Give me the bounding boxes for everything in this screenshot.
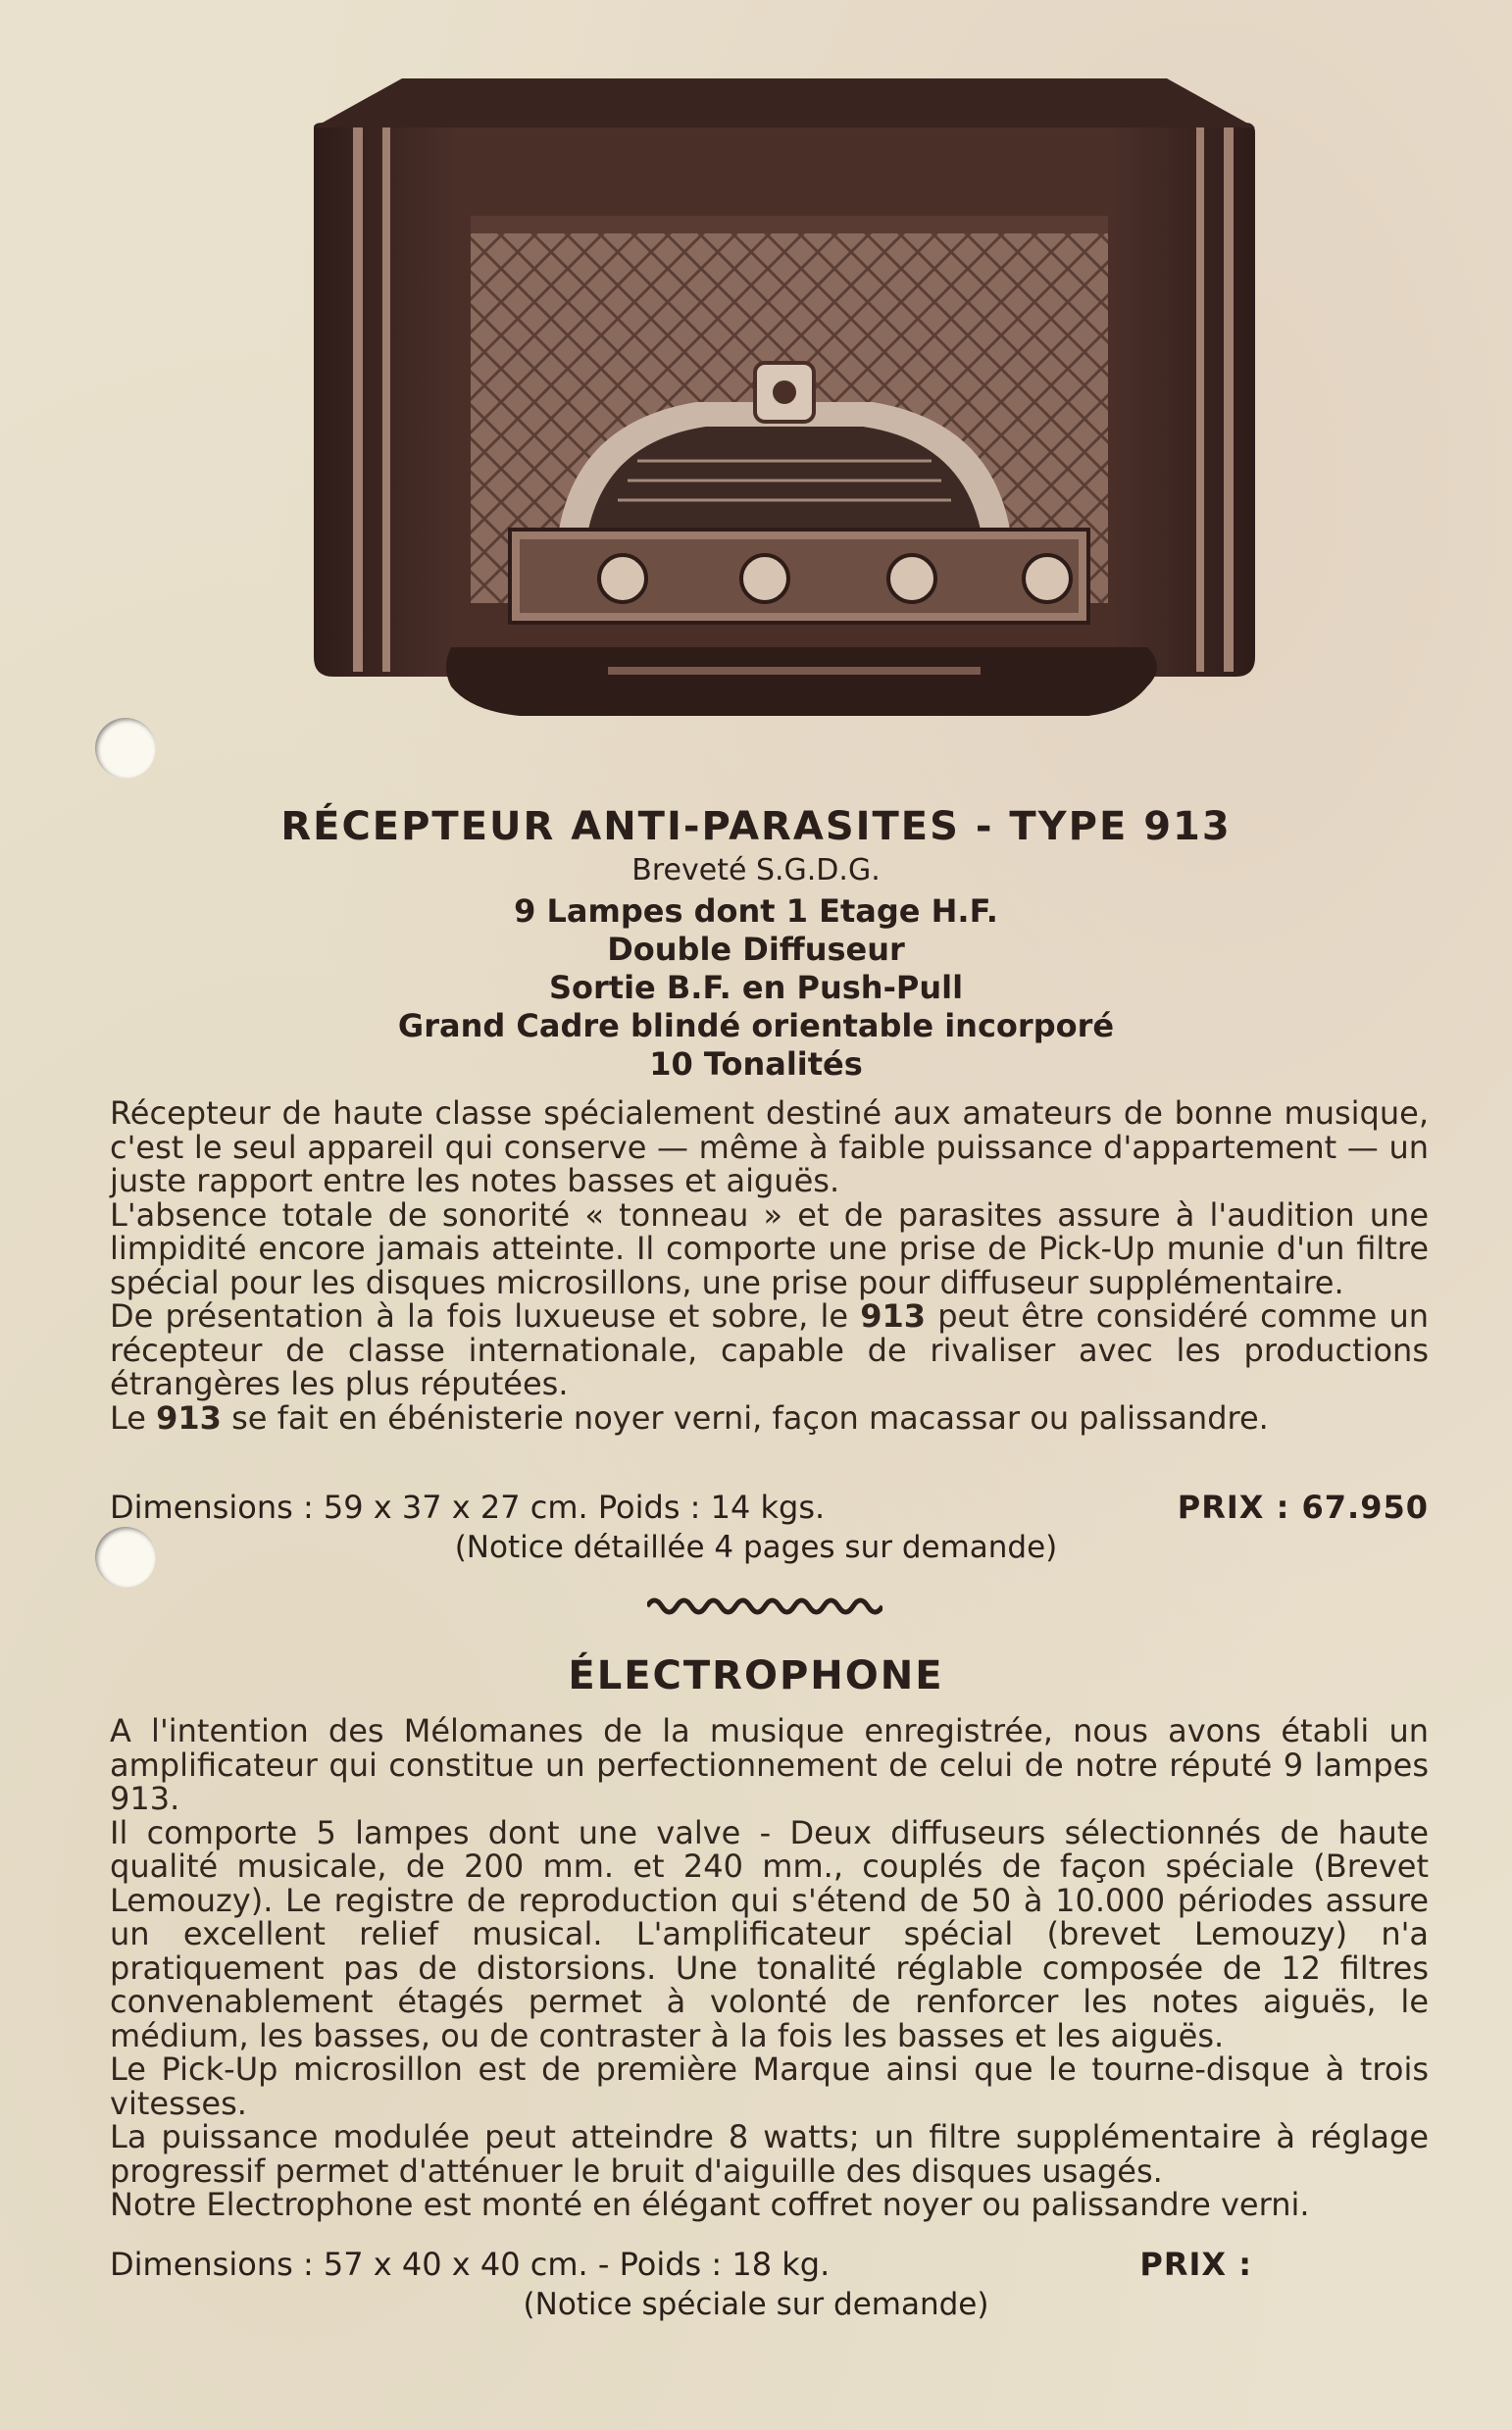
- electrophone-price: PRIX :: [1139, 2246, 1252, 2283]
- electrophone-notice: (Notice spéciale sur demande): [523, 2287, 989, 2322]
- feature-tonalites: 10 Tonalités: [649, 1045, 863, 1083]
- punch-hole-top: [95, 718, 156, 779]
- recepteur-paragraph: [110, 1299, 1429, 1401]
- text-fragment: De présentation à la fois luxueuse et sobre, le: [110, 1297, 861, 1335]
- recepteur-paragraph: Récepteur de haute classe spécialement destiné aux amateurs de bonne musique, c'est le seul appareil qui conserve — même à faible puissance d'appartement — un juste rapport entre les notes basses et aiguës.: [110, 1094, 1429, 1199]
- recepteur-specs-row: [110, 1489, 1429, 1526]
- electrophone-paragraph: Le Pick-Up microsillon est de première Marque ainsi que le tourne-disque à trois vitesses.: [110, 2050, 1429, 2122]
- electrophone-title: ÉLECTROPHONE: [568, 1653, 944, 1698]
- text-fragment: Le: [110, 1398, 157, 1437]
- wavy-divider-icon: [647, 1595, 882, 1618]
- recepteur-notice: (Notice détaillée 4 pages sur demande): [454, 1530, 1058, 1565]
- feature-cadre: Grand Cadre blindé orientable incorporé: [397, 1007, 1115, 1044]
- electrophone-description: [110, 1714, 1429, 2222]
- recepteur-paragraph: L'absence totale de sonorité « tonneau » et de parasites assure à l'audition une limpidité encore jamais atteinte. Il comporte une prise de Pick-Up munie d'un filtre spécial pour les disques microsillons, une prise pour diffuseur supplémentaire.: [110, 1195, 1429, 1301]
- electrophone-dimensions: Dimensions : 57 x 40 x 40 cm. - Poids : 18 kg.: [110, 2246, 831, 2283]
- text-fragment: se fait en ébénisterie noyer verni, façon macassar ou palissandre.: [221, 1398, 1269, 1437]
- recepteur-price: PRIX : 67.950: [1177, 1489, 1429, 1526]
- electrophone-paragraph: La puissance modulée peut atteindre 8 watts; un filtre supplémentaire à réglage progressif permet d'atténuer le bruit d'aiguille des disques usagés.: [110, 2118, 1429, 2190]
- electrophone-paragraph: Il comporte 5 lampes dont une valve - Deux diffuseurs sélectionnés de haute qualité musicale, de 200 mm. et 240 mm., couplés de façon spéciale (Brevet Lemouzy). Le registre de reproduction qui s'étend de 50 à 10.000 périodes assure un excellent relief musical. L'amplificateur spécial (brevet Lemouzy) n'a pratiquement pas de distorsions. Une tonalité réglable composée de 12 filtres convenablement étagés permet à volonté de renforcer les notes aiguës, le médium, les basses, ou de contraster à la fois les basses et les aiguës.: [110, 1813, 1429, 2054]
- electrophone-paragraph: A l'intention des Mélomanes de la musique enregistrée, nous avons établi un amplificateur qui constitue un perfectionnement de celui de notre réputé 9 lampes 913.: [110, 1712, 1429, 1817]
- recepteur-title: RÉCEPTEUR ANTI-PARASITES - TYPE 913: [280, 804, 1232, 849]
- recepteur-description: [110, 1096, 1429, 1435]
- radio-illustration: [284, 69, 1285, 794]
- radio-icon: [284, 69, 1285, 794]
- feature-lamps: 9 Lampes dont 1 Etage H.F.: [514, 892, 998, 930]
- recepteur-dimensions: Dimensions : 59 x 37 x 27 cm. Poids : 14 kgs.: [110, 1489, 826, 1526]
- feature-pushpull: Sortie B.F. en Push-Pull: [548, 969, 964, 1006]
- patent-note: Breveté S.G.D.G.: [631, 853, 881, 887]
- recepteur-paragraph: [110, 1398, 1429, 1437]
- model-number: 913: [860, 1297, 927, 1335]
- model-number: 913: [156, 1398, 222, 1437]
- electrophone-specs-row: [110, 2246, 1429, 2283]
- text-fragment: peut être considéré comme un récepteur de classe internationale, capable de rivaliser avec les productions étrangères les plus réputées.: [110, 1297, 1430, 1402]
- feature-diffuseur: Double Diffuseur: [607, 931, 905, 968]
- electrophone-paragraph: Notre Electrophone est monté en élégant coffret noyer ou palissandre verni.: [110, 2186, 1310, 2223]
